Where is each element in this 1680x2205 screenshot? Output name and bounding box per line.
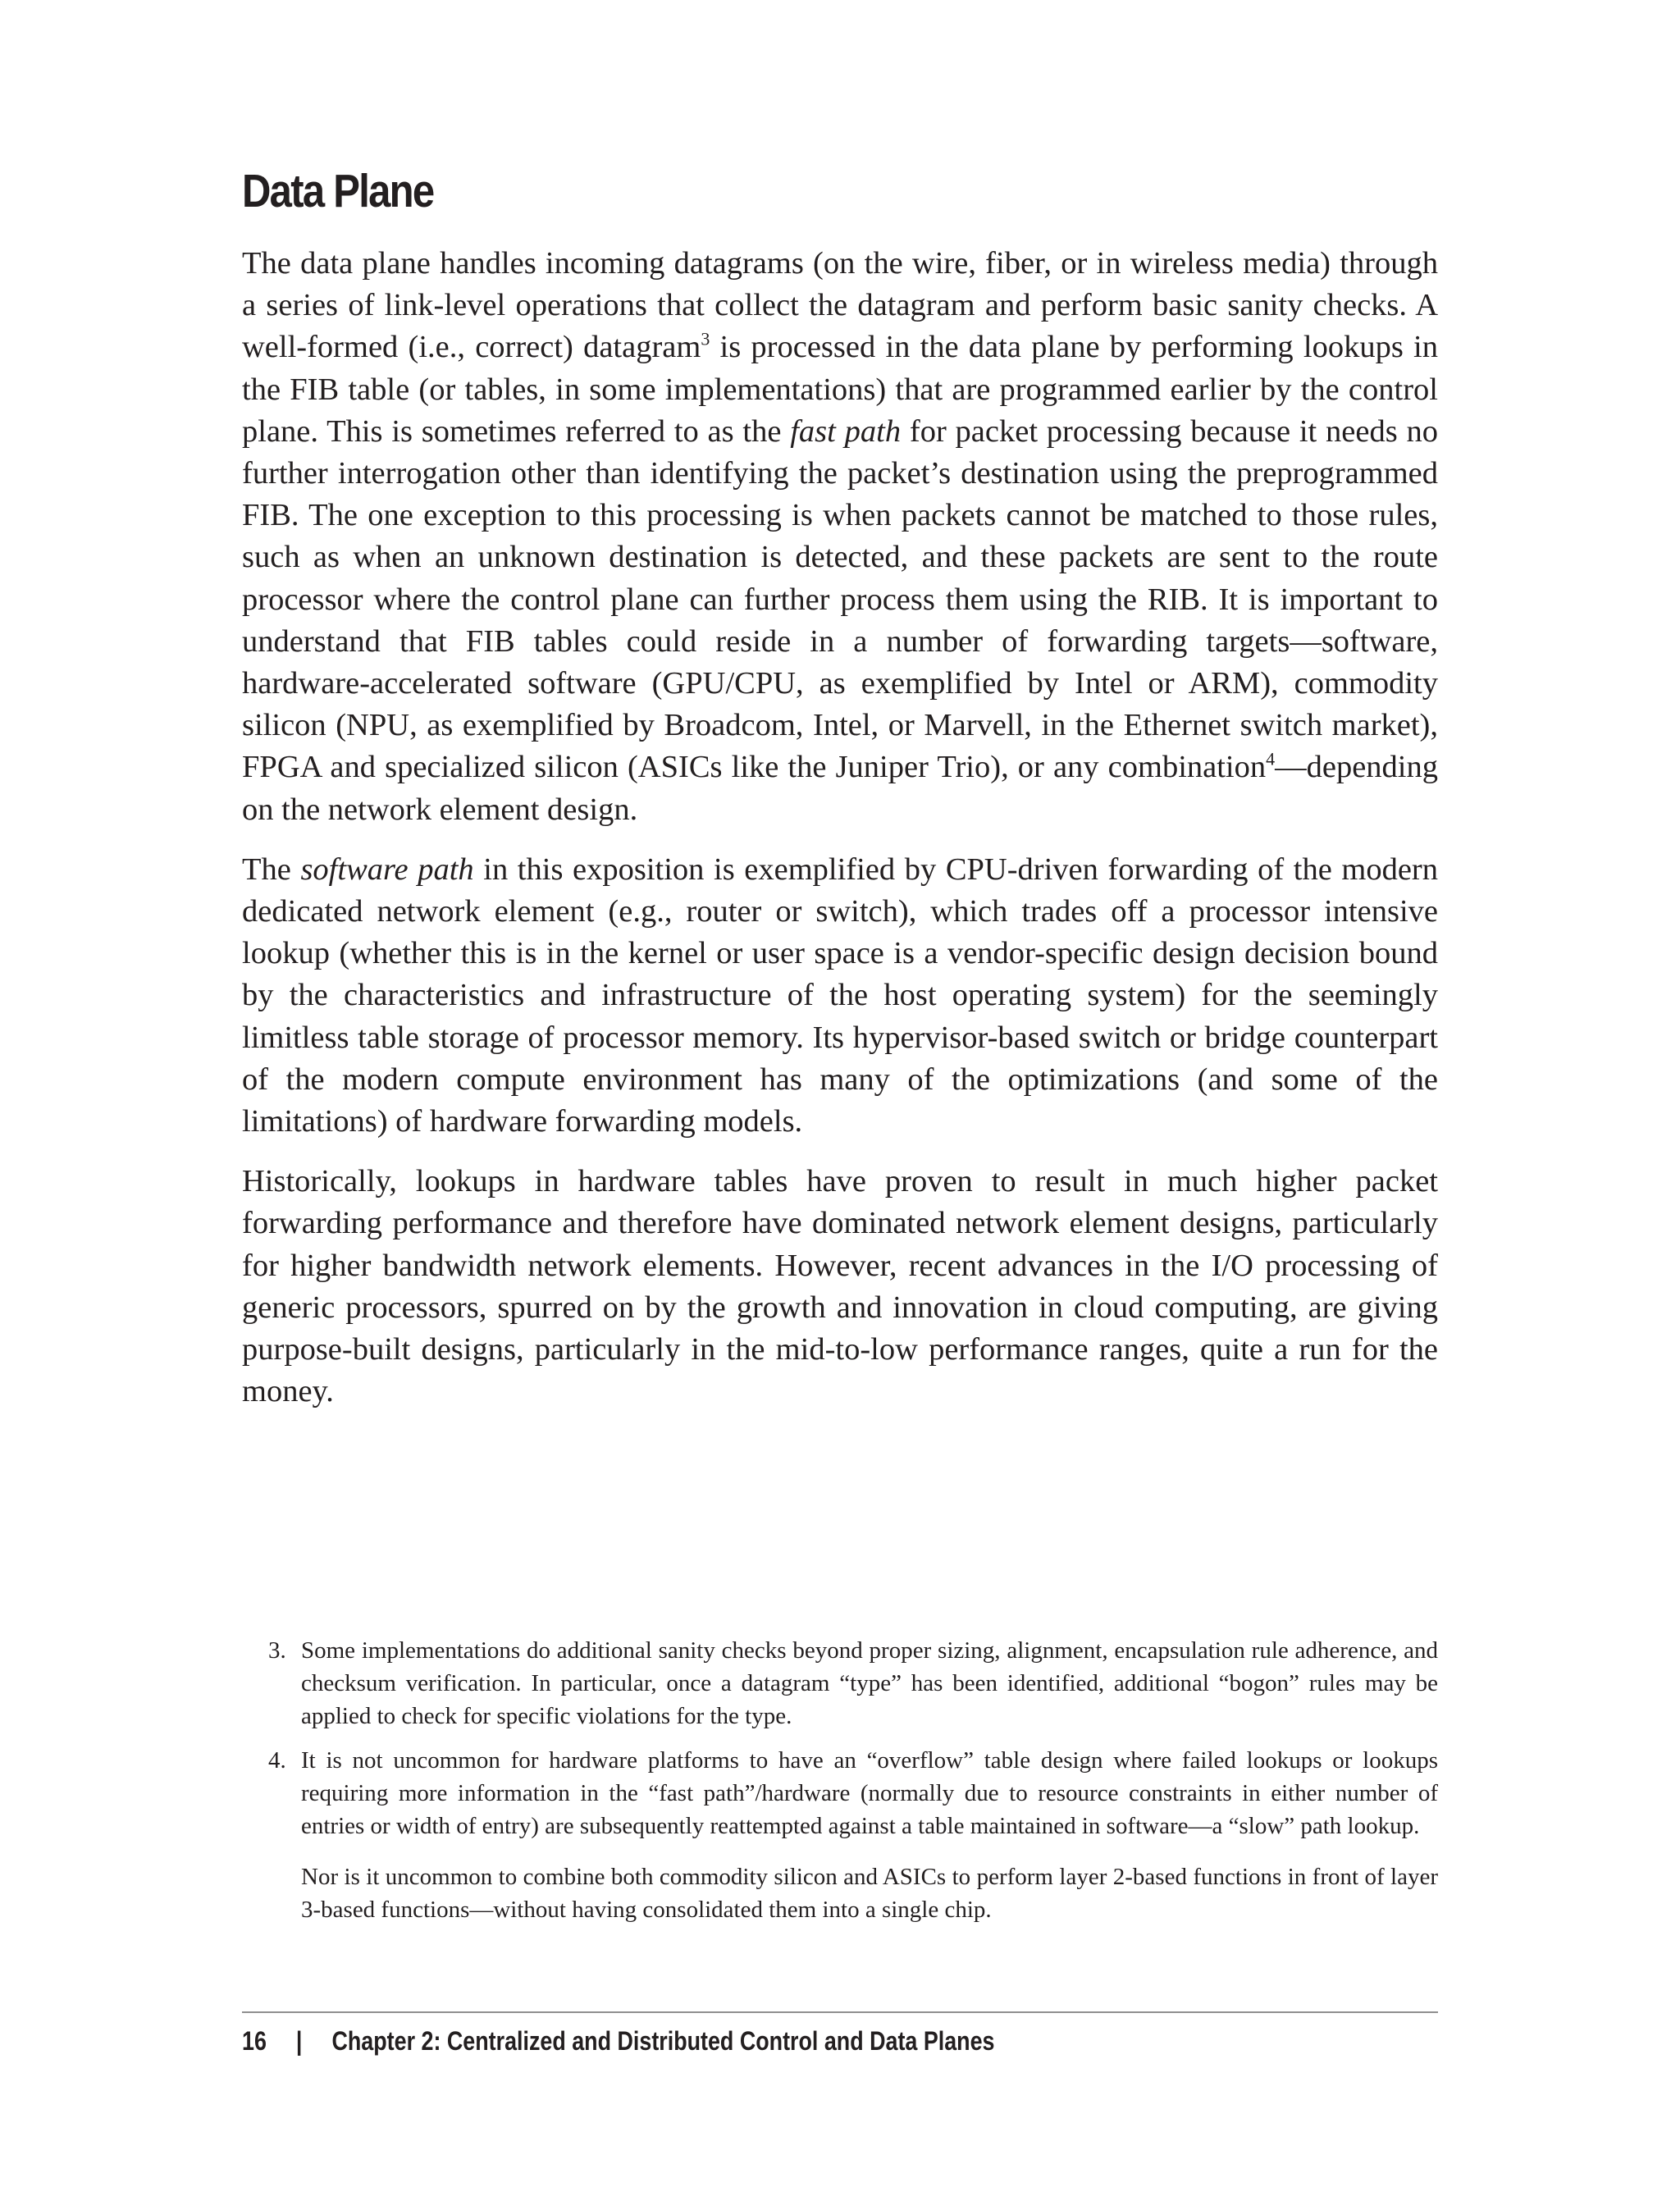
paragraph-1-text-d: —depending on the network element design. [242,750,1438,827]
paragraph-1-text-c: for packet processing because it needs no further interrogation other than identifying the packet’s destination using the preprogrammed FIB. The one exception to this processing is when packets cannot be matched to those rules, such as when an unknown destination is detected, and these packets are sent to the route processor where the control plane can further process them using the RIB. It is important to understand that FIB tables could reside in a number of forwarding targets—software, hardware-accelerated software (GPU/CPU, as exemplified by Intel or ARM), commodity silicon (NPU, as exemplified by Broadcom, Intel, or Marvell, in the Ethernet switch market), FPGA and specialized silicon (ASICs like the Juniper Trio), or any combination [242,413,1438,785]
section-heading: Data Plane [242,165,434,217]
book-page [242,0,1438,2205]
body-text [242,243,1438,1431]
term-fast-path: fast path [790,413,902,449]
footnote-3 [242,1634,1438,1732]
footnote-ref-4: 4 [1266,749,1276,770]
term-software-path: software path [300,851,474,887]
page-number: 16 [242,2026,267,2056]
footer-divider [242,2011,1438,2013]
paragraph-2 [242,849,1438,1143]
chapter-title: Chapter 2: Centralized and Distributed Control and Data Planes [331,2026,995,2056]
paragraph-1 [242,243,1438,831]
footnotes [242,1634,1438,1938]
footnote-continuation: Nor is it uncommon to combine both commodity silicon and ASICs to perform layer 2-based functions in front of layer 3-based functions—without having consolidated them into a single chip. [301,1864,1438,1923]
paragraph-2-text-b: in this exposition is exemplified by CPU-driven forwarding of the modern dedicated network element (e.g., router or switch), which trades off a processor intensive lookup (whether this is in the kernel or user space is a vendor-specific design decision bound by the characteristics and infrastructure of the host operating system) for the seemingly limitless table storage of processor memory. Its hypervisor-based switch or bridge counterpart of the modern compute environment has many of the optimizations (and some of the limitations) of hardware forwarding models. [242,851,1438,1139]
footer-separator: | [295,2026,303,2056]
paragraph-1-text-b: is processed in the data plane by performing lookups in the FIB table (or tables, in some implementations) that are programmed earlier by the control plane. This is sometimes referred to as the [242,330,1438,449]
paragraph-1-text-a: The data plane handles incoming datagrams (on the wire, fiber, or in wireless media) through a series of link-level operations that collect the datagram and perform basic sanity checks. A well-formed (i.e., correct) datagram [242,246,1438,365]
footnote-4 [242,1744,1438,1926]
footnote-number: 3. [268,1637,286,1664]
footnote-ref-3: 3 [701,329,710,350]
paragraph-2-text-a: The [242,851,301,887]
footnote-text: Some implementations do additional sanity checks beyond proper sizing, alignment, encapsulation rule adherence, and checksum verification. In particular, once a datagram “type” has been identified, additional “bogon” rules may be applied to check for specific violations for the type. [301,1637,1438,1729]
footnote-text: It is not uncommon for hardware platforms to have an “overflow” table design where failed lookups or lookups requiring more information in the “fast path”/hardware (normally due to resource constraints in either number of entries or width of entry) are subsequently reattempted against a table maintained in software—a “slow” path lookup. [301,1747,1438,1839]
paragraph-3: Historically, lookups in hardware tables have proven to result in much higher packet forwarding performance and therefore have dominated network element designs, particularly for higher bandwidth network elements. However, recent advances in the I/O processing of generic processors, spurred on by the growth and innovation in cloud computing, are giving purpose-built designs, particularly in the mid-to-low performance ranges, quite a run for the money. [242,1164,1438,1409]
footnote-number: 4. [268,1747,286,1774]
running-footer [242,2025,994,2057]
